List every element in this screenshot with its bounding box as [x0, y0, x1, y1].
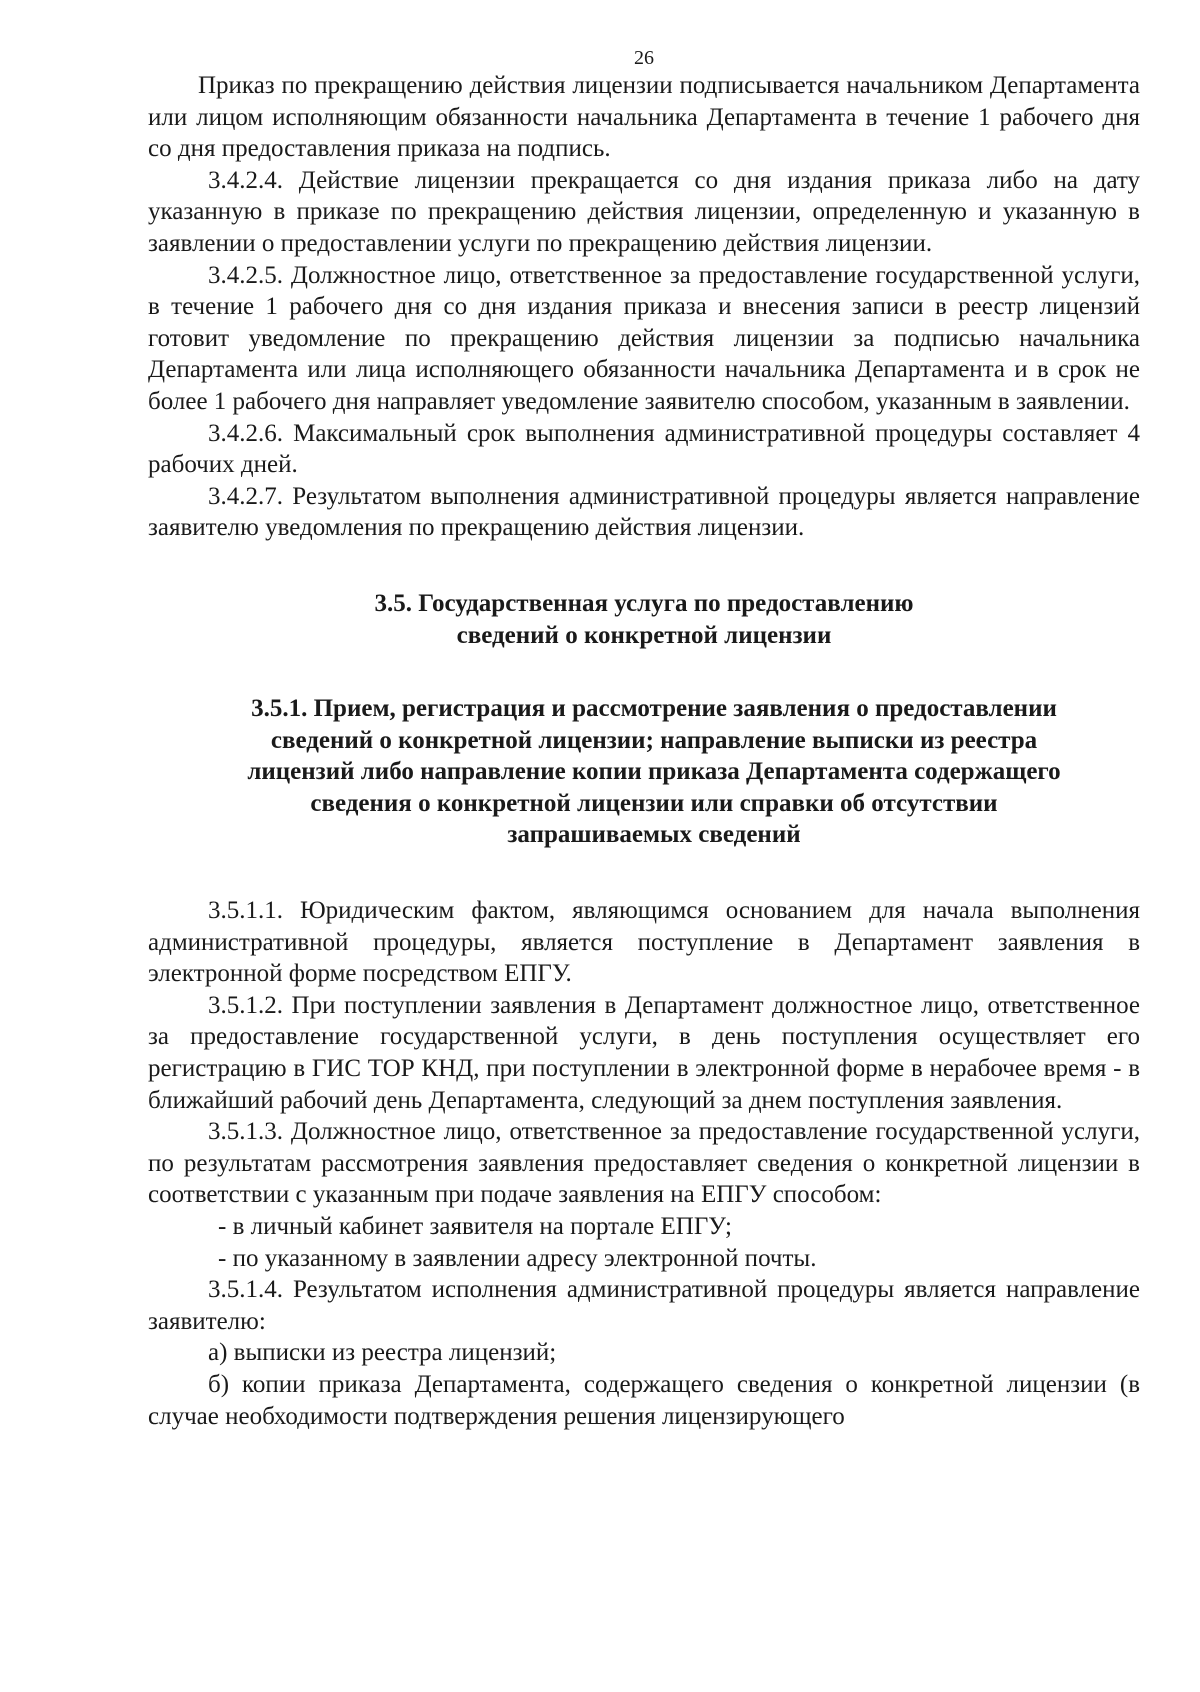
paragraph-3-5-1-1: 3.5.1.1. Юридическим фактом, являющимся основанием для начала выполнения административной процедуры, является поступление в Департамент заявления в электронной форме посредством ЕПГУ. — [148, 897, 1140, 988]
paragraph-3-5-1-2: 3.5.1.2. При поступлении заявления в Департамент должностное лицо, ответственное за предоставление государственной услуги, в день поступления осуществляет его регистрацию в ГИС ТОР КНД, при поступлении в электронной форме в нерабочее время - в ближайший рабочий день Департамента, следующий за днем поступления заявления. — [148, 991, 1140, 1114]
paragraph-3-4-2-5: 3.4.2.5. Должностное лицо, ответственное за предоставление государственной услуги, в течение 1 рабочего дня со дня издания приказа и внесения записи в реестр лицензий готовит уведомление по прекращению действия лицензии за подписью начальника Департамента или лица исполняющего обязанности начальника Департамента и в срок не более 1 рабочего дня направляет уведомление заявителю способом, указанным в заявлении. — [148, 261, 1140, 415]
section-heading-line: 3.5. Государственная услуга по предоставлению — [374, 589, 914, 617]
paragraph-3-4-2-4: 3.4.2.4. Действие лицензии прекращается со дня издания приказа либо на дату указанную в приказе по прекращению действия лицензии, определенную и указанную в заявлении о предоставлении услуги по прекращению действия лицензии. — [148, 166, 1140, 257]
section-heading-line: сведений о конкретной лицензии — [456, 621, 832, 649]
paragraph-item-b: б) копии приказа Департамента, содержащего сведения о конкретной лицензии (в случае необходимости подтверждения решения лицензирующего — [148, 1370, 1140, 1430]
paragraph-item-a: а) выписки из реестра лицензий; — [208, 1339, 557, 1367]
document-page — [148, 46, 1140, 1432]
list-item-personal-cabinet: - в личный кабинет заявителя на портале ЕПГУ; — [218, 1213, 732, 1240]
subsection-heading-line: 3.5.1. Прием, регистрация и рассмотрение заявления о предоставлении — [251, 695, 1057, 723]
paragraph-3-4-2-7: 3.4.2.7. Результатом выполнения административной процедуры является направление заявителю уведомления по прекращению действия лицензии. — [148, 482, 1140, 542]
paragraph-3-5-1-3: 3.5.1.3. Должностное лицо, ответственное за предоставление государственной услуги, по результатам рассмотрения заявления предоставляет сведения о конкретной лицензии в соответствии с указанным при подаче заявления на ЕПГУ способом: — [148, 1118, 1140, 1209]
paragraph-3-4-2-6: 3.4.2.6. Максимальный срок выполнения административной процедуры составляет 4 рабочих дней. — [148, 419, 1140, 479]
subsection-heading-line: сведений о конкретной лицензии; направление выписки из реестра — [270, 726, 1038, 754]
list-item-email: - по указанному в заявлении адресу электронной почты. — [218, 1244, 817, 1272]
section-heading-3-5 — [148, 588, 1140, 651]
page-number: 26 — [634, 47, 654, 69]
paragraph-termination-order: Приказ по прекращению действия лицензии подписывается начальником Департамента или лицом исполняющим обязанности начальника Департамента в течение 1 рабочего дня со дня предоставления приказа на подпись. — [148, 72, 1140, 163]
subsection-heading-line: запрашиваемых сведений — [507, 821, 801, 849]
subsection-heading-3-5-1 — [148, 693, 1140, 851]
subsection-heading-line: лицензий либо направление копии приказа Департамента содержащего — [247, 758, 1061, 786]
subsection-body — [148, 895, 1140, 1432]
paragraph-3-5-1-4: 3.5.1.4. Результатом исполнения административной процедуры является направление заявителю: — [148, 1276, 1140, 1335]
subsection-heading-line: сведения о конкретной лицензии или справки об отсутствии — [310, 789, 998, 817]
